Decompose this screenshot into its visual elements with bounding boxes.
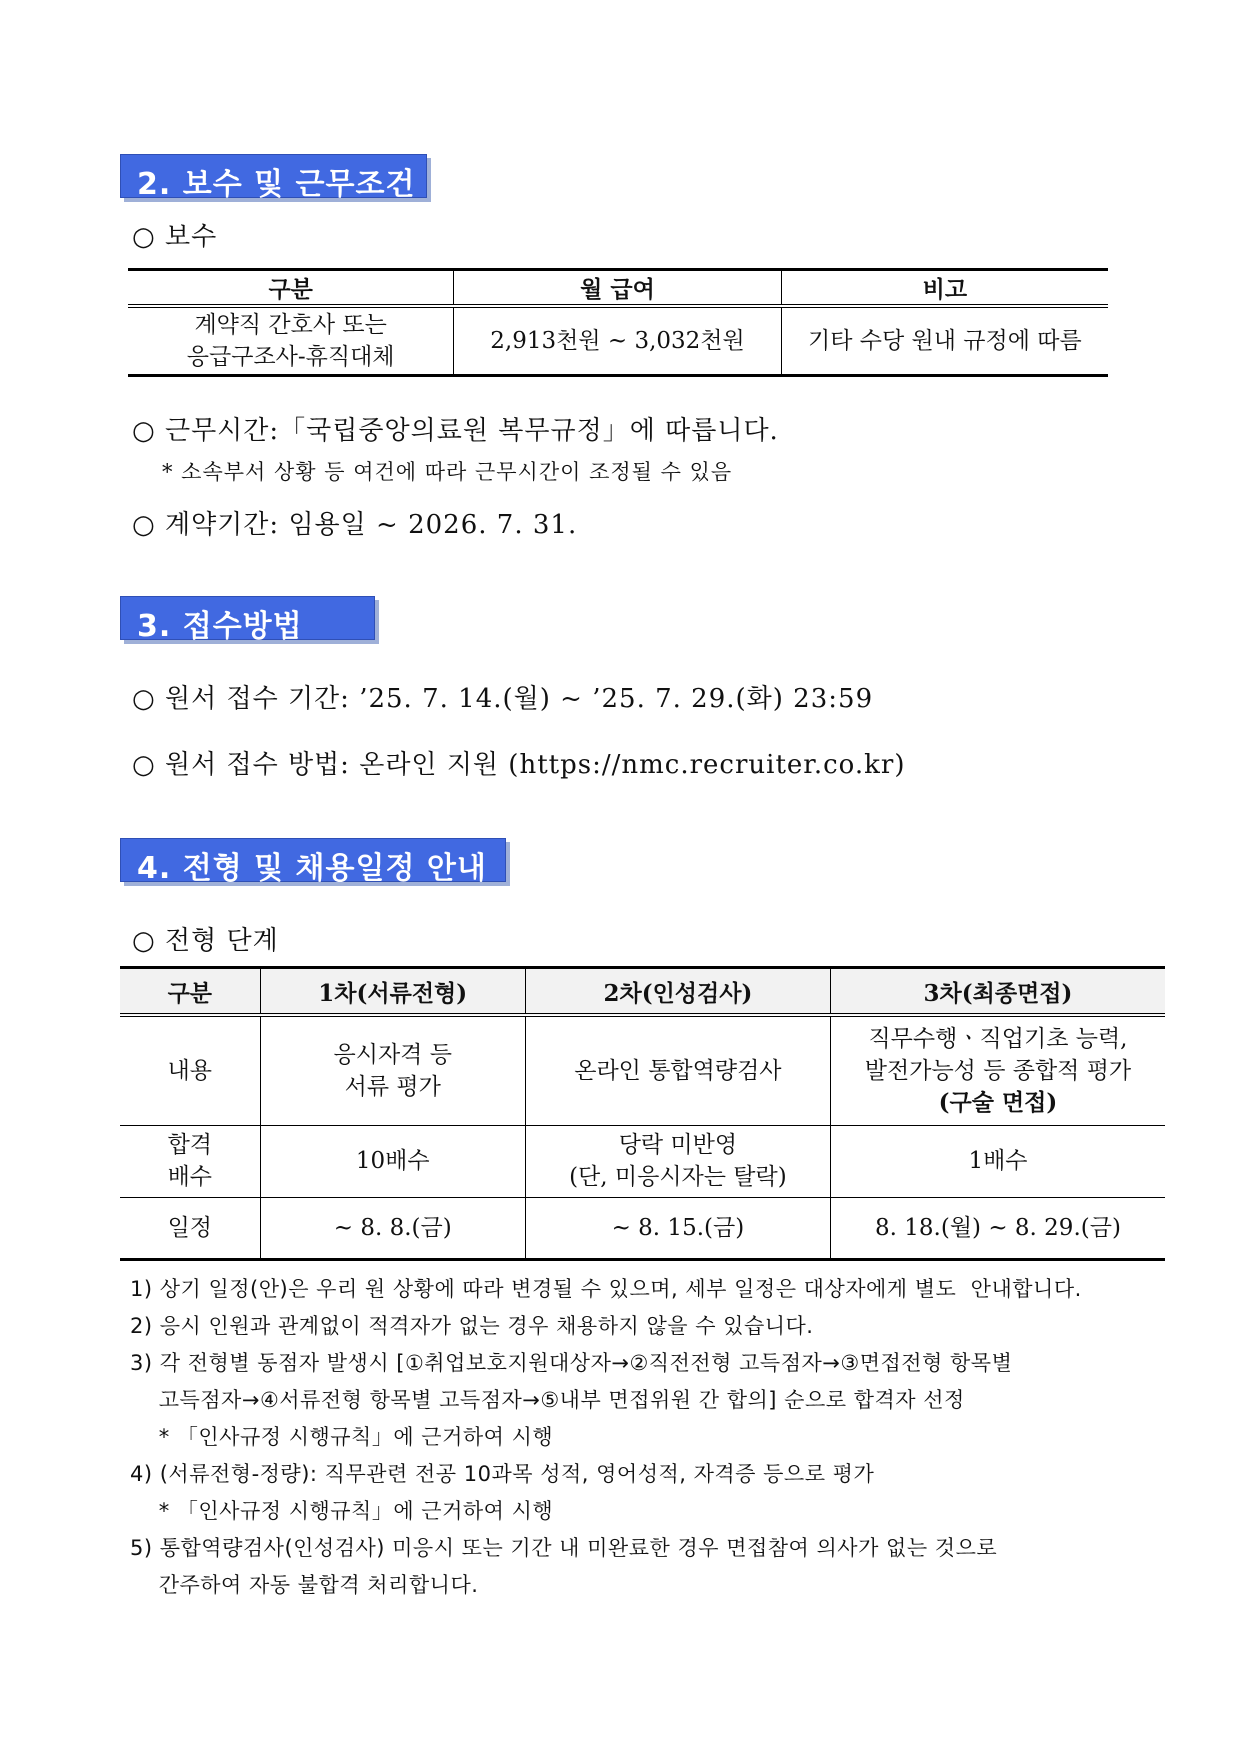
multiple-stage-1: 10배수 bbox=[260, 1125, 525, 1197]
footnote-5-cont: 간주하여 자동 불합격 처리합니다. bbox=[130, 1573, 479, 1597]
pay-header-type: 구분 bbox=[128, 270, 454, 307]
stage-header-1: 1차(서류전형) bbox=[260, 968, 525, 1016]
work-hours: ○ 근무시간:「국립중앙의료원 복무규정」에 따릅니다. bbox=[132, 416, 779, 446]
multiple-stage-3: 1배수 bbox=[830, 1125, 1165, 1197]
section-2-header bbox=[120, 154, 427, 202]
footnote-1: 1) 상기 일정(안)은 우리 원 상황에 따라 변경될 수 있으며, 세부 일정은 대상자에게 별도 안내합니다. bbox=[130, 1277, 1082, 1301]
pay-table bbox=[128, 268, 1108, 377]
stage-header-type: 구분 bbox=[120, 968, 260, 1016]
footnote-3: 3) 각 전형별 동점자 발생시 [①취업보호지원대상자→②직전전형 고득점자→③면접전형 항목별 bbox=[130, 1351, 1013, 1375]
footnote-4-ref: * 「인사규정 시행규칙」에 근거하여 시행 bbox=[130, 1499, 554, 1523]
pay-header-salary: 월 급여 bbox=[454, 270, 781, 307]
content-label: 내용 bbox=[120, 1015, 260, 1125]
content-stage-1: 응시자격 등 서류 평가 bbox=[260, 1015, 525, 1125]
content-stage-2: 온라인 통합역량검사 bbox=[525, 1015, 830, 1125]
pay-cell-type: 계약직 간호사 또는 응급구조사-휴직대체 bbox=[186, 312, 395, 370]
application-period: ○ 원서 접수 기간: ’25. 7. 14.(월) ~ ’25. 7. 29.(화) 23:59 bbox=[132, 684, 874, 714]
section-4-title: 4. 전형 및 채용일정 안내 bbox=[137, 851, 487, 886]
pay-cell-note: 기타 수당 원내 규정에 따름 bbox=[781, 306, 1108, 376]
schedule-label: 일정 bbox=[167, 1214, 213, 1241]
pay-cell-salary: 2,913천원 ~ 3,032천원 bbox=[454, 306, 781, 376]
work-hours-note: * 소속부서 상황 등 여건에 따라 근무시간이 조정될 수 있음 bbox=[162, 460, 733, 484]
schedule-stage-1: ~ 8. 8.(금) bbox=[260, 1197, 525, 1259]
multiple-stage-2: 당락 미반영 (단, 미응시자는 탈락) bbox=[525, 1125, 830, 1197]
pay-heading: ○ 보수 bbox=[132, 222, 218, 252]
schedule-stage-3: 8. 18.(월) ~ 8. 29.(금) bbox=[830, 1197, 1165, 1259]
stage-header-3: 3차(최종면접) bbox=[830, 968, 1165, 1016]
application-method: ○ 원서 접수 방법: 온라인 지원 (https://nmc.recruiter.co.kr) bbox=[132, 750, 906, 780]
content-stage-3: 직무수행ㆍ직업기초 능력, 발전가능성 등 종합적 평가 (구술 면접) bbox=[830, 1015, 1165, 1125]
pay-header-note: 비고 bbox=[781, 270, 1108, 307]
schedule-stage-2: ~ 8. 15.(금) bbox=[525, 1197, 830, 1259]
section-3-title: 3. 접수방법 bbox=[137, 609, 303, 644]
contract-period: ○ 계약기간: 임용일 ~ 2026. 7. 31. bbox=[132, 510, 578, 540]
section-3-header bbox=[120, 596, 375, 644]
footnote-3-cont: 고득점자→④서류전형 항목별 고득점자→⑤내부 면접위원 간 합의] 순으로 합격자 선정 bbox=[130, 1388, 965, 1412]
stage-table bbox=[120, 966, 1165, 1261]
section-4-header bbox=[120, 838, 506, 886]
section-2-title: 2. 보수 및 근무조건 bbox=[137, 167, 416, 202]
footnote-3-ref: * 「인사규정 시행규칙」에 근거하여 시행 bbox=[130, 1425, 554, 1449]
multiple-label: 합격 배수 bbox=[120, 1125, 260, 1197]
footnote-5: 5) 통합역량검사(인성검사) 미응시 또는 기간 내 미완료한 경우 면접참여 의사가 없는 것으로 bbox=[130, 1536, 998, 1560]
footnote-2: 2) 응시 인원과 관계없이 적격자가 없는 경우 채용하지 않을 수 있습니다. bbox=[130, 1314, 814, 1338]
footnote-4: 4) (서류전형-정량): 직무관련 전공 10과목 성적, 영어성적, 자격증 등으로 평가 bbox=[130, 1462, 875, 1486]
stage-heading: ○ 전형 단계 bbox=[132, 926, 279, 956]
stage-header-2: 2차(인성검사) bbox=[525, 968, 830, 1016]
